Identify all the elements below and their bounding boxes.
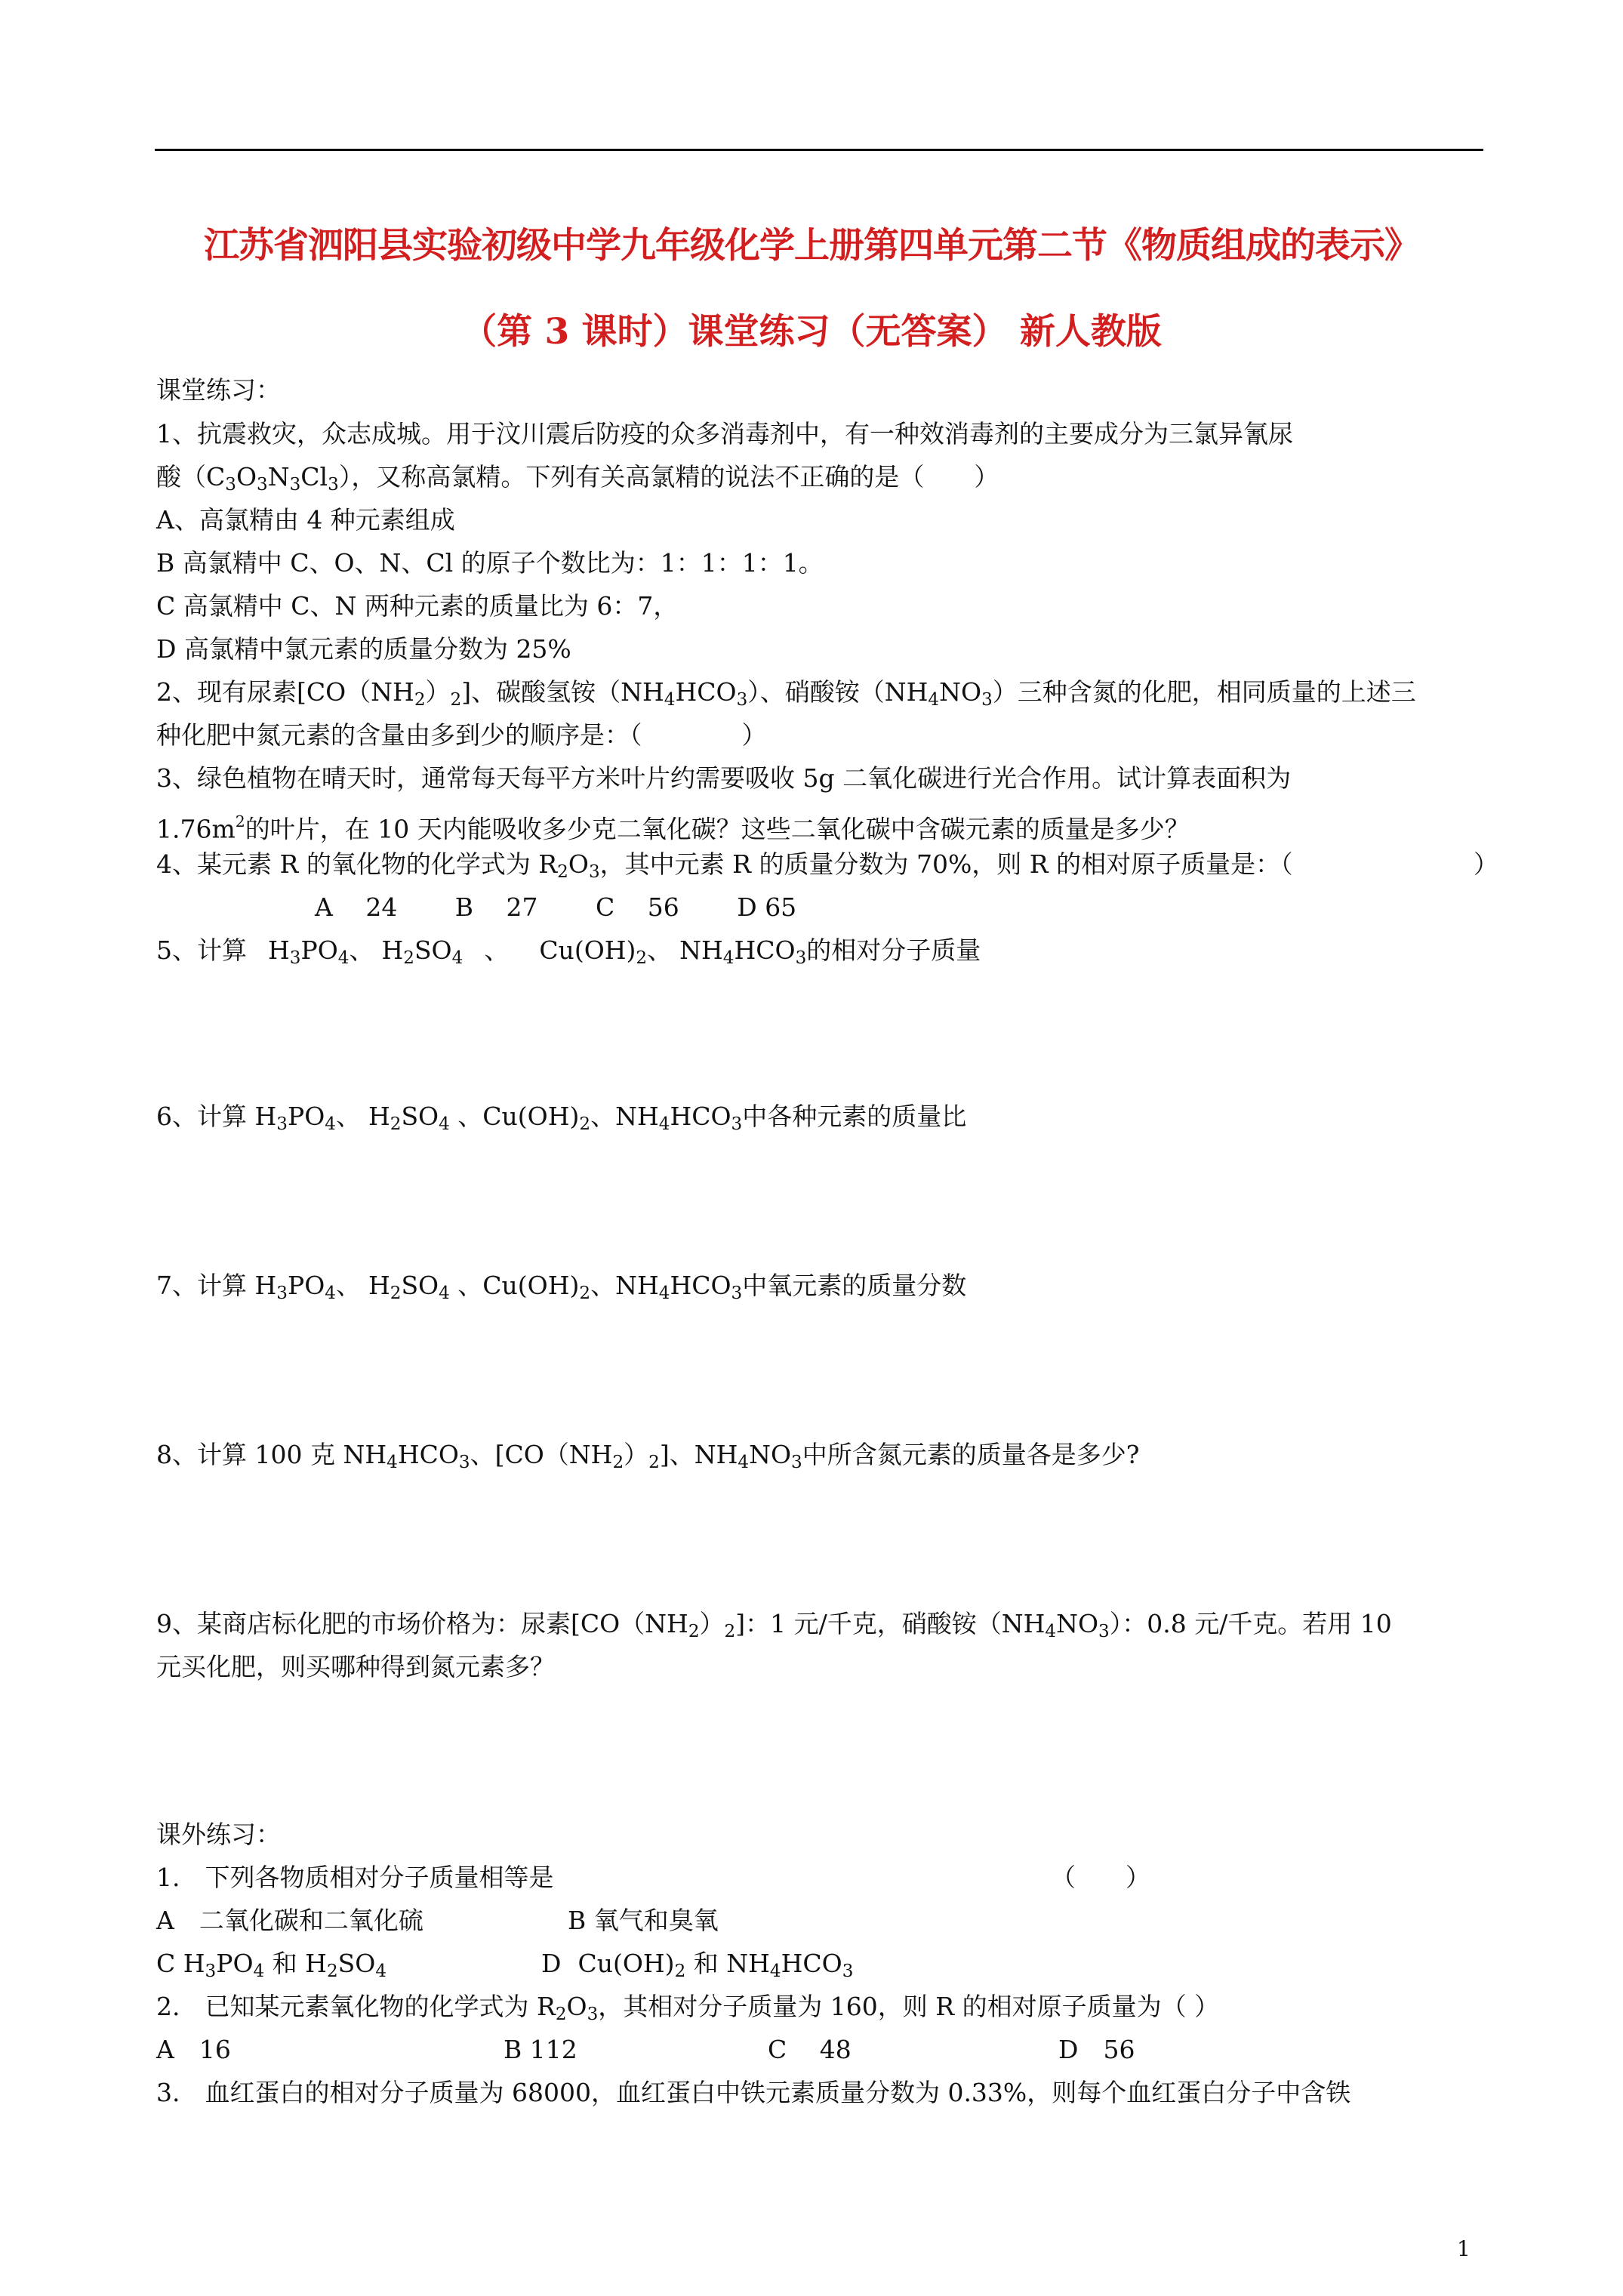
classroom-heading: 课堂练习： xyxy=(156,375,281,405)
q9-line2: 元买化肥，则买哪种得到氮元素多？ xyxy=(156,1652,555,1681)
page-number: 1 xyxy=(1457,2236,1471,2261)
q8-line: 8、计算 100 克 $NH_4HCO_3$、$[CO(NH_2)_2]$、$NH_4NO_3$中所含氮元素的质量各是多少? xyxy=(156,1440,1140,1472)
hw2-option-a: A 16 xyxy=(156,2035,231,2064)
q3-line2: $1.76m^2$的叶片，在 10 天内能吸收多少克二氧化碳？这些二氧化碳中含碳元素的质量是多少？ xyxy=(156,812,1190,844)
hw2-stem: 2. 已知某元素氧化物的化学式为 $R_2O_3$，其相对分子质量为 160，则 R 的相对原子质量为（ ） xyxy=(156,1992,1220,2024)
q4-answer-paren: ） xyxy=(1474,849,1498,879)
document-title-line2: （第 3 课时）课堂练习（无答案） 新人教版 xyxy=(461,311,1162,353)
q1-option-b: B 高氯精中 C、O、N、Cl 的原子个数比为：1：1：1：1。 xyxy=(156,548,824,578)
q2-line1: 2、现有尿素$[CO(NH_2)_2]$、碳酸氢铵$(NH_4HCO_3)$、硝酸铵$(NH_4NO_3)$三种含氮的化肥，相同质量的上述三 xyxy=(156,677,1416,710)
q1-line1: 1、抗震救灾，众志成城。用于汶川震后防疫的众多消毒剂中，有一种效消毒剂的主要成分为三氯异氰尿 xyxy=(156,419,1293,448)
document-title-line1: 江苏省泗阳县实验初级中学九年级化学上册第四单元第二节《物质组成的表示》 xyxy=(204,225,1419,267)
hw2-option-b: B 112 xyxy=(504,2035,577,2064)
header-rule xyxy=(155,149,1483,151)
hw2-option-d: D 56 xyxy=(1058,2035,1135,2064)
q6-line: 6、计算 $H_3PO_4$、 $H_2SO_4$ 、$Cu(OH)_2$、$NH_4HCO_3$中各种元素的质量比 xyxy=(156,1102,967,1134)
hw1-answer-blank: （ ） xyxy=(1051,1863,1150,1892)
hw2-option-c: C 48 xyxy=(768,2035,852,2064)
q1-line2: 酸$(C_3O_3N_3Cl_3)$，又称高氯精。下列有关高氯精的说法不正确的是（ ） xyxy=(156,462,999,495)
hw1-option-b: B 氧气和臭氧 xyxy=(568,1906,719,1935)
q4-options: A 24 B 27 C 56 D 65 xyxy=(315,892,797,922)
q1-option-c: C 高氯精中 C、N 两种元素的质量比为 6：7， xyxy=(156,591,679,621)
q7-line: 7、计算 $H_3PO_4$、 $H_2SO_4$ 、$Cu(OH)_2$、$NH_4HCO_3$中氧元素的质量分数 xyxy=(156,1271,967,1303)
q3-line1: 3、绿色植物在晴天时，通常每天每平方米叶片约需要吸收 5g 二氧化碳进行光合作用。试计算表面积为 xyxy=(156,763,1292,793)
hw1-option-a: A 二氧化碳和二氧化硫 xyxy=(156,1906,423,1935)
q1-option-d: D 高氯精中氯元素的质量分数为 25% xyxy=(156,634,571,664)
hw1-stem: 1. 下列各物质相对分子质量相等是 xyxy=(156,1863,554,1892)
hw1-option-d: D $Cu(OH)_2$ 和 $NH_4HCO_3$ xyxy=(541,1949,854,1981)
homework-heading: 课外练习： xyxy=(156,1820,281,1849)
hw1-option-c: C $H_3PO_4$ 和 $H_2SO_4$ xyxy=(156,1949,387,1981)
q2-line2: 种化肥中氮元素的含量由多到少的顺序是：（ ） xyxy=(156,720,767,750)
q5-line: 5、计算 $H_3PO_4$、 $H_2SO_4$ 、 $Cu(OH)_2$、 $NH_4HCO_3$的相对分子质量 xyxy=(156,935,981,968)
q1-option-a: A、高氯精由 4 种元素组成 xyxy=(156,505,455,535)
q9-line1: 9、某商店标化肥的市场价格为：尿素$[CO(NH_2)_2]$：1 元/千克，硝酸铵$(NH_4NO_3)$：0.8 元/千克。若用 10 xyxy=(156,1609,1392,1641)
hw3-line1: 3. 血红蛋白的相对分子质量为 68000，血红蛋白中铁元素质量分数为 0.33%，则每个血红蛋白分子中含铁 xyxy=(156,2078,1351,2107)
q4-line1: 4、某元素 R 的氧化物的化学式为 $R_2O_3$，其中元素 R 的质量分数为 70%，则 R 的相对原子质量是：（ xyxy=(156,849,1293,882)
